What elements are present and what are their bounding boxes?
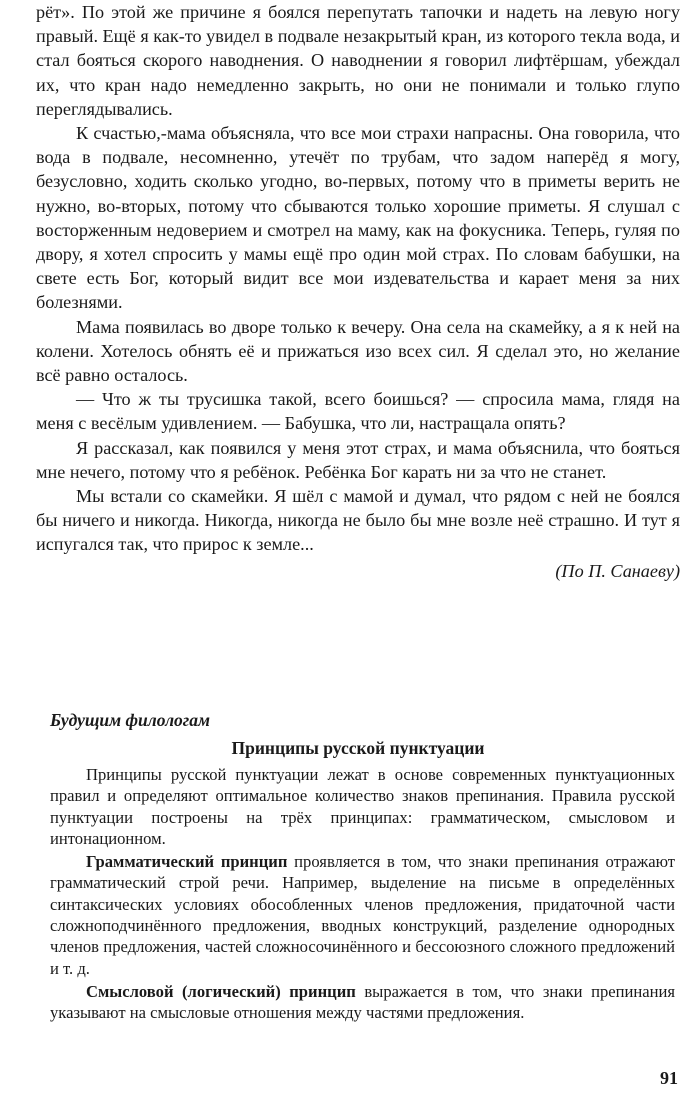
grammatical-text: проявляется в том, что знаки препинания отражают грамматический строй речи. Например, выделение на письме в определённых синтаксических условиях обособленных членов предложения, придаточной части сложноподчинённого предложения, вводных конструкций, разделение однородных членов предложения, частей сложносочинённого и бессоюзного сложного предложений и т. д. — [50, 852, 675, 978]
story-text — [36, 0, 680, 583]
semantic-term: Смысловой (логический) принцип — [86, 981, 356, 1001]
story-paragraph: Мы встали со скамейки. Я шёл с мамой и думал, что рядом с ней не боялся бы ничего и никогда. Никогда, никогда не было бы мне возле неё страшно. И тут я испугался так, что прирос к земле... — [36, 486, 680, 555]
semantic-paragraph — [50, 981, 675, 1024]
story-paragraph: рёт». По этой же причине я боялся перепутать тапочки и надеть на левую ногу правый. Ещё я как-то увидел в подвале незакрытый кран, из которого текла вода, и стал бояться скорого наводнения. О наводнении я говорил лифтёршам, убеждал их, что кран надо немедленно закрыть, но они не понимали и только глупо переглядывались. — [36, 2, 680, 119]
story-paragraph: К счастью,-мама объясняла, что все мои страхи напрасны. Она говорила, что вода в подвале, несомненно, утечёт по трубам, что задом наперёд я могу, безусловно, ходить сколько угодно, во-первых, потому что в приметы верить не нужно, во-вторых, потому что сбываются только хорошие приметы. Я слушал с восторженным недоверием и смотрел на маму, как на фокусника. Теперь, гуляя по двору, я хотел спросить у мамы ещё про один мой страх. По словам бабушки, на свете есть Бог, который видит все мои издевательства и карает меня за них болезнями. — [36, 123, 680, 313]
semantic-text: выражается в том, что знаки препинания указывают на смысловые отношения между частями предложения. — [50, 981, 676, 1023]
story-paragraph: Я рассказал, как появился у меня этот страх, и мама объяснила, что бояться мне нечего, потому что я ребёнок. Ребёнка Бог карать ни за что не станет. — [36, 437, 680, 482]
story-paragraph: Мама появилась во дворе только к вечеру. Она села на скамейку, а я к ней на колени. Хотелось обнять её и прижаться изо всех сил. Я сделал это, но желание всё равно осталось. — [36, 316, 680, 386]
story-attribution: (По П. Санаеву) — [555, 560, 680, 581]
section-body — [50, 764, 675, 1024]
section-title: Принципы русской пунктуации — [231, 738, 485, 758]
intro-paragraph: Принципы русской пунктуации лежат в основе современных пунктуационных правил и определяют оптимальное количество знаков препинания. Правила русской пунктуации построены на трёх принципах: грамматическом, смысловом и интонационном. — [50, 765, 675, 848]
grammatical-term: Грамматический принцип — [86, 852, 288, 872]
page-number: 91 — [660, 1068, 678, 1088]
grammatical-paragraph — [50, 851, 675, 979]
story-paragraph: — Что ж ты трусишка такой, всего боишься? — спросила мама, глядя на меня с весёлым удивлением. — Бабушка, что ли, настращала опять? — [36, 389, 680, 434]
section-label: Будущим филологам — [50, 710, 210, 730]
